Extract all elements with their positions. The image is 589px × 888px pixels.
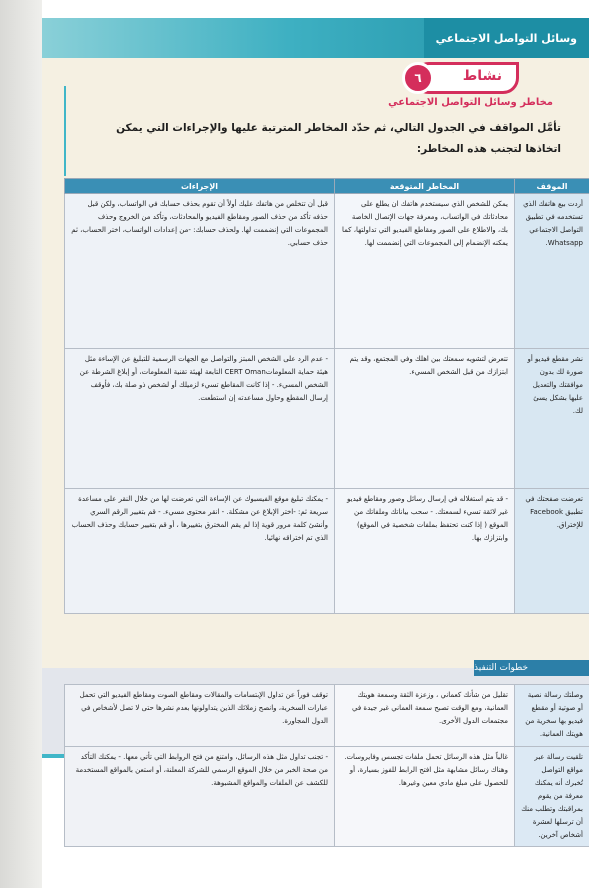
- activity-subtitle: مخاطر وسائل التواصل الاجتماعي: [388, 97, 553, 108]
- section-header-band: [42, 18, 589, 58]
- risk-cell: تقليل من شأنك كعماني ، وزعزة الثقة وسمعة هويتك العمانية، ومع الوقت تصبح سمعة العماني غير جيدة في مجتمعات الدول الأخرى.: [335, 685, 515, 747]
- page-left-margin: [0, 0, 42, 888]
- activity-number: ٦: [402, 62, 434, 94]
- risk-cell: غالباً مثل هذه الرسائل تحمل ملفات تجسس وفايروسات. وهناك رسائل مشابهة مثل افتح الرابط للفوز بسيارة، أو للحصول على مبلغ مادي معين وغيرها.: [335, 747, 515, 847]
- table-header-row: [65, 179, 589, 194]
- action-cell: - يمكنك تبليغ موقع الفيسبوك عن الإساءة التي تعرضت لها من خلال النقر على مساعدة سريعة ثم: -اختر الإبلاغ عن مشكلة. - انقر محتوى مسيء. - قم بتغيير الرقم السري وأنشئ كلمة مرور قوية إذا لم يقم المخترق بتغييرها ، أو قم بتغيير حسابك وحذف الحساب الذي تم اختراقه نهائيا.: [65, 489, 335, 614]
- situation-cell: نشر مقطع فيديو أو صورة لك بدون موافقتك والتعديل عليها بشكل يسئ لك.: [515, 349, 589, 489]
- table-row: [65, 489, 589, 614]
- table-row: [65, 194, 589, 349]
- header-situation: الموقف: [515, 179, 589, 194]
- action-cell: - عدم الرد على الشخص المبتز والتواصل مع الجهات الرسمية للتبليغ عن الإساءة مثل هيئة حماية المعلوماتCERT Oman التابعة لهيئة تقنية المعلومات، أو إبلاغ الشرطة عن الشخص المسيء. - إذا كانت المقاطع تسيء لزميلك أو لشخص ذو صلة بك، فأوقف إرسال المقطع وحاول مساعدته إن استطعت.: [65, 349, 335, 489]
- header-risks: المخاطر المتوقعة: [335, 179, 515, 194]
- accent-vertical-line: [64, 86, 66, 176]
- situation-cell: تعرضت صفحتك في تطبيق Facebook للإختراق.: [515, 489, 589, 614]
- header-actions: الإجراءات: [65, 179, 335, 194]
- risks-table: [64, 178, 589, 614]
- instruction-text: تأمَّل المواقف في الجدول التالي، ثم حدّد المخاطر المترتبة عليها والإجراءات التي يمكن اتخاذها لتجنب هذه المخاطر:: [116, 122, 561, 155]
- section-title: وسائل التواصل الاجتماعي: [424, 18, 589, 58]
- situation-cell: أردت بيع هاتفك الذي تستخدمه في تطبيق التواصل الاجتماعي Whatsapp.: [515, 194, 589, 349]
- execution-steps-label: خطوات التنفيذ: [474, 660, 589, 676]
- situation-cell: تلقيت رسالة عبر مواقع التواصل تُخبرك أنه يمكنك معرفة من يقوم بمراقبتك وتطلب منك أن ترسلها لعشرة أشخاص آخرين.: [515, 747, 589, 847]
- table-row: [65, 685, 589, 747]
- activity-tag: [413, 62, 519, 94]
- action-cell: توقف فوراً عن تداول الإبتسامات والمقالات ومقاطع الصوت ومقاطع الفيديو التي تحمل عبارات السخرية، وانصح زملائك الذين يتداولونها بعدم نشرها حتى لا تصل لأشخاص في الدول المجاورة.: [65, 685, 335, 747]
- risk-cell: يمكن للشخص الذي سيستخدم هاتفك ان يطلع على محادثاتك في الواتساب، ومعرفة جهات الإتصال الخاصة بك، والاطلاع على الصور ومقاطع الفيديو التي تداولتها، كما يمكنه الإنضمام إلى المجموعات التي إنضممت لها.: [335, 194, 515, 349]
- teal-accent-line: [42, 754, 64, 758]
- risk-cell: تتعرض لتشويه سمعتك بين اهلك وفي المجتمع، وقد يتم ابتزازك من قبل الشخص المسيء.: [335, 349, 515, 489]
- action-cell: - تجنب تداول مثل هذه الرسائل، وامتنع من فتح الروابط التي تأتي معها. - يمكنك التأكد من صحة الخبر من خلال الموقع الرسمي للشركة المعلنة، أو استعن بالمواقع المستخدمة للكشف عن الملفات والمواقع المشبوهة.: [65, 747, 335, 847]
- execution-table: [64, 684, 589, 847]
- risk-cell: - قد يتم استغلاله في إرسال رسائل وصور ومقاطع فيديو غير لائقة تسيء لسمعتك. - سحب بياناتك وملفاتك من الموقع ( إذا كنت تحتفظ بملفات شخصية في الموقع) وابتزازك بها.: [335, 489, 515, 614]
- action-cell: قبل أن تتخلص من هاتفك عليك أولاً أن تقوم بحذف حسابك في الواتساب، ولكن قبل حذفه تأكد من حذف الصور ومقاطع الفيديو والمحادثات، وتأكد من الخروج وحذف المجموعات التي إنضممت لها. ولحذف حسابك: -من إعدادات الواتساب، اختر الحساب، ثم حذف حسابي.: [65, 194, 335, 349]
- table-row: [65, 747, 589, 847]
- table-row: [65, 349, 589, 489]
- activity-label: نشاط: [462, 68, 502, 84]
- situation-cell: وصلتك رسالة نصية أو صوتية أو مقطع فيديو بها سخرية من هويتك العمانية.: [515, 685, 589, 747]
